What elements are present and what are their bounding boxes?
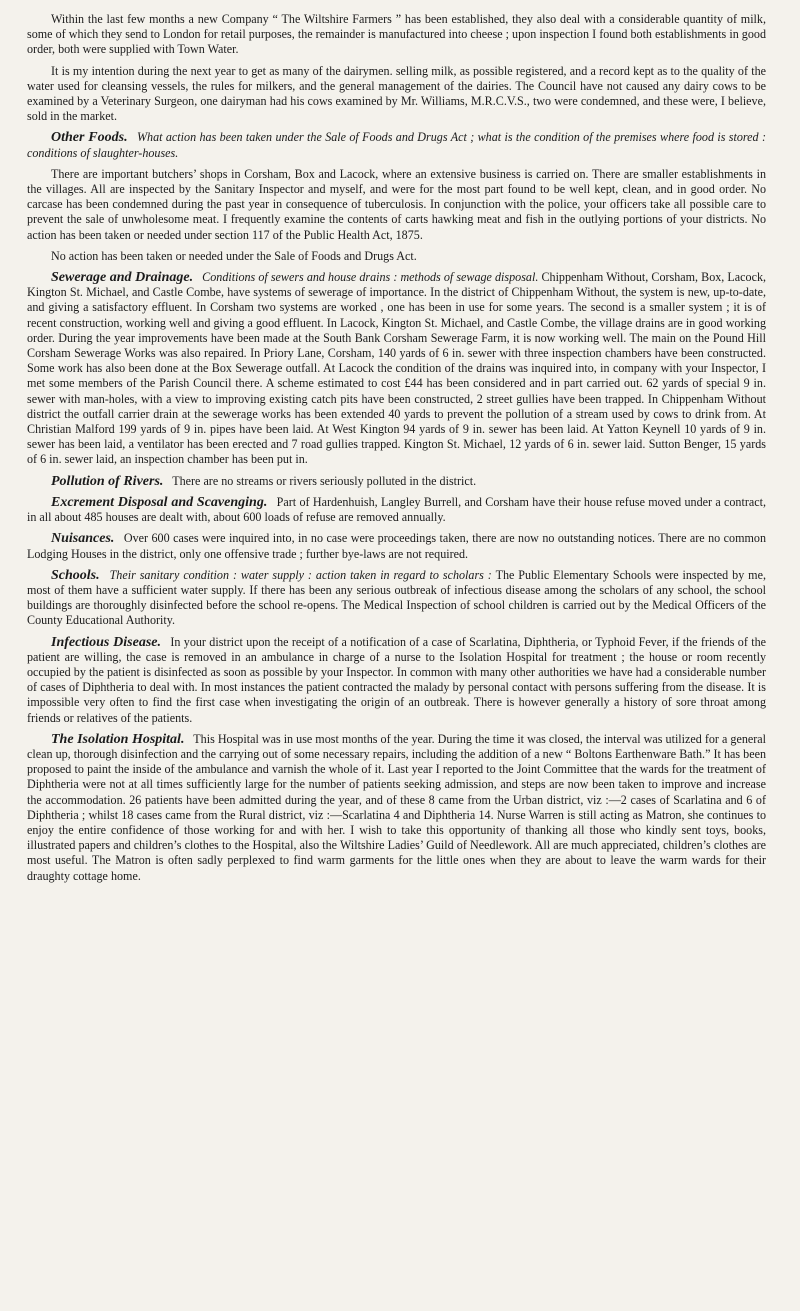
section-heading: Infectious Disease. — [51, 634, 161, 650]
section-heading: Excrement Disposal and Scavenging. — [51, 494, 268, 510]
section-heading: Other Foods. — [51, 130, 128, 146]
section-excrement-disposal — [27, 495, 766, 525]
section-body: There are no streams or rivers seriously polluted in the district. — [172, 473, 477, 488]
section-isolation-hospital — [27, 732, 766, 884]
paragraph-butchers-shops — [27, 167, 766, 243]
section-question: Their sanitary condition : water supply : action taken in regard to scholars : — [109, 567, 492, 582]
paragraph-text: There are important butchers’ shops in Corsham, Box and Lacock, where an extensive business is carried on. There are smaller establishments in the villages. All are inspected by the Sanitary Inspector and myself, and were for the most part found to be well kept, clean, and in good order. No carcase has been condemned during the past year in consequence of tuberculosis. In conjunction with the police, your officers take all possible care to prevent the sale of unwholesome meat. I frequently examine the contents of carts hawking meat and fish in the outlying portions of your districts. No action has been taken or needed under section 117 of the Public Health Act, 1875. — [27, 166, 766, 242]
section-body: The Public Elementary Schools were inspected by me, most of them have a sufficient water supply. If there has been any serious outbreak of infectious disease among the scholars of any school, the school buildings are thoroughly disinfected before the school re-opens. The Medical Inspection of school children is carried out by the Medical Officers of the County Educational Authority. — [27, 567, 766, 628]
section-schools — [27, 568, 766, 629]
paragraph-dairymen-registration — [27, 64, 766, 125]
paragraph-text: It is my intention during the next year to get as many of the dairymen. selling milk, as possible registered, and a record kept as to the quality of the water used for cleansing vessels, the rules for milkers, and the general management of the dairies. The Council have not caused any dairy cows to be examined by a Veterinary Surgeon, one dairyman had his cows examined by Mr. Williams, M.R.C.V.S., two were condemned, and these were, I believe, sold in the market. — [27, 63, 766, 124]
section-sewerage-drainage — [27, 270, 766, 468]
section-question: What action has been taken under the Sale of Foods and Drugs Act ; what is the condition of the premises where food is stored : conditions of slaughter-houses. — [27, 130, 766, 160]
section-body: Chippenham Without, Corsham, Box, Lacock, Kington St. Michael, and Castle Combe, have systems of sewerage of importance. In the district of Chippenham Without, the system is new, up-to-date, and giving a satisfactory effluent. In Corsham two systems are worked , one has been in use for some years. The second is a smaller system ; it is of recent construction, working well and giving a good effluent. In Lacock, Kington St. Michael, and Castle Combe, the village drains are in good working order. During the year improvements have been made at the South Bank Corsham Sewerage Farm, it is now working well. The main on the Pound Hill Corsham Sewerage Works was also repaired. In Priory Lane, Corsham, 140 yards of 6 in. sewer with three inspection chambers have been constructed. Some work has also been done at the Box Sewerage outfall. At Lacock the condition of the drains was inquired into, in company with your Inspector, I met some members of the Parish Council there. A scheme estimated to cost £44 has been considered and in part carried out. 62 yards of special 9 in. sewer with man-holes, with a view to improving existing catch pits have been constructed, 2 street gullies have been trapped. In Chippenham Without district the outfall carrier drain at the sewerage works has been extended 40 yards to prevent the pollution of a stream used by cows to drink from. At Christian Malford 199 yards of 9 in. pipes have been laid. At West Kington 94 yards of 9 in. sewer has been laid. At Yatton Keynell 10 yards of 9 in. sewer has been laid, a ventilator has been erected and 7 road gullies trapped. Kington St. Michael, 12 yards of 6 in. sewer laid. Sutton Benger, 15 yards of 6 in. sewer laid, an inspection chamber has been put in. — [27, 270, 767, 467]
section-infectious-disease — [27, 635, 766, 726]
section-body: This Hospital was in use most months of the year. During the time it was closed, the interval was utilized for a general clean up, thorough disinfection and the carrying out of some necessary repairs, including the addition of a new “ Boltons Earthenware Bath.” It has been proposed to paint the inside of the ambulance and varnish the whole of it. Last year I reported to the Joint Committee that the wards for the treatment of Diphtheria were not at all times sufficiently large for the number of patients seeking admission, and steps are now been taken to improve and increase the accommodation. 26 patients have been admitted during the year, and of these 8 came from the Urban district, viz :—2 cases of Scarlatina and 6 of Diphtheria ; whilst 18 cases came from the Rural district, viz :—Scarlatina 4 and Diphtheria 14. Nurse Warren is still acting as Matron, she continues to enjoy the entire confidence of those working for and with her. I wish to take this opportunity of thanking all those who kindly sent toys, books, illustrated papers and children’s clothes to the Hospital, also the Wiltshire Ladies’ Guild of Needlework. All are much appreciated, children’s clothes are most useful. The Matron is often sadly perplexed to find warm garments for the little ones when they are about to leave the warm wards for their draughty cottage home. — [27, 731, 766, 883]
section-question: Conditions of sewers and house drains : methods of sewage disposal. — [202, 270, 539, 285]
paragraph-sale-of-foods — [27, 249, 766, 264]
section-body: Over 600 cases were inquired into, in no case were proceedings taken, there are now no outstanding notices. There are no common Lodging Houses in the district, only one offensive trade ; further bye-laws are not required. — [27, 531, 766, 561]
section-nuisances — [27, 531, 766, 561]
paragraph-text: No action has been taken or needed under the Sale of Foods and Drugs Act. — [51, 248, 417, 263]
section-heading: Pollution of Rivers. — [51, 473, 164, 489]
section-pollution-of-rivers — [27, 474, 766, 489]
paragraph-text: Within the last few months a new Company “ The Wiltshire Farmers ” has been established, they also deal with a considerable quantity of milk, some of which they send to London for retail purposes, the remainder is manufactured into cheese ; upon inspection I found both establishments in good order, both were supplied with Town Water. — [27, 12, 766, 57]
section-body: In your district upon the receipt of a notification of a case of Scarlatina, Diphtheria, or Typhoid Fever, if the friends of the patient are willing, the case is removed in an ambulance in charge of a nurse to the Isolation Hospital for treatment ; the house or room recently occupied by the patient is disinfected as soon as possible by your Inspector. In common with many other authorities we have had a considerable number of cases of Diphtheria to deal with. In most instances the patient contracted the malady by personal contact with persons suffering from the disease. It is impossible very often to find the first case when investigating the origin of an outbreak. There is however generally a history of sore throat among friends or relatives of the patients. — [27, 634, 766, 725]
section-heading: Nuisances. — [51, 531, 115, 547]
paragraph-wiltshire-farmers — [27, 12, 766, 58]
section-heading: Sewerage and Drainage. — [51, 270, 194, 286]
section-heading: The Isolation Hospital. — [51, 731, 185, 747]
section-body: Part of Hardenhuish, Langley Burrell, and Corsham have their house refuse moved under a contract, in all about 485 houses are dealt with, about 600 loads of refuse are removed annually. — [27, 494, 766, 525]
section-other-foods — [27, 130, 766, 160]
section-heading: Schools. — [51, 567, 100, 583]
